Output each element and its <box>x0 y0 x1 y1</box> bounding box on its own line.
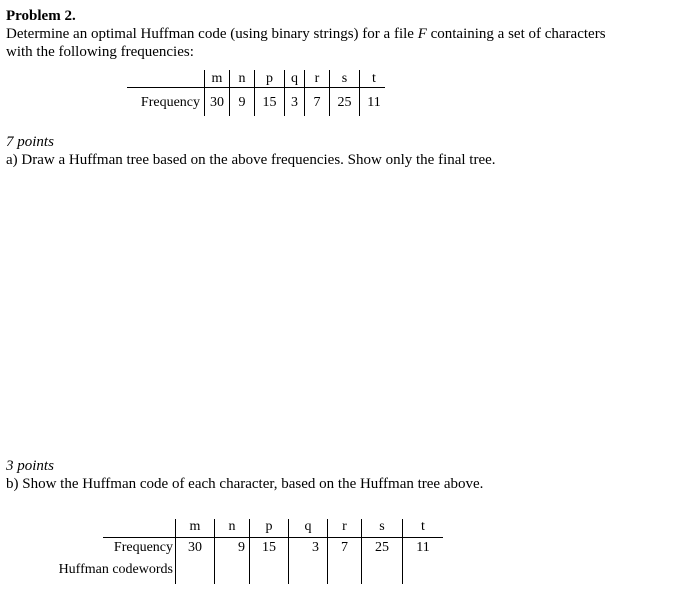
table1-char-n: n <box>238 71 246 86</box>
intro-line-2: with the following frequencies: <box>6 44 194 60</box>
variable-f: F <box>417 26 427 42</box>
table1-freq-m: 30 <box>210 95 224 110</box>
table2-char-m: m <box>189 519 201 534</box>
intro-text: Determine an optimal Huffman code (using binary strings) for a file F containing a set of characters <box>6 26 606 42</box>
table2-freq-r: 7 <box>341 540 348 555</box>
table2-freq-q: 3 <box>312 540 319 555</box>
table1-freq-r: 7 <box>313 95 321 110</box>
table2-char-r: r <box>342 519 347 534</box>
table2-char-t: t <box>421 519 425 534</box>
intro-line-1 <box>6 25 606 43</box>
part-a-points: 7 points <box>6 134 54 150</box>
table2-codewords-label: Huffman codewords <box>58 562 173 577</box>
table1-char-r: r <box>314 71 320 86</box>
part-a-question: a) Draw a Huffman tree based on the above frequencies. Show only the final tree. <box>6 152 496 168</box>
table2-frequency-label: Frequency <box>113 540 173 555</box>
table2-freq-s: 25 <box>375 540 389 555</box>
table2-freq-t: 11 <box>416 540 430 555</box>
table2-freq-m: 30 <box>188 540 202 555</box>
table1-frequency-label: Frequency <box>140 95 200 110</box>
table1-freq-t: 11 <box>367 95 381 110</box>
table2-char-n: n <box>228 519 236 534</box>
table2-char-p: p <box>265 519 273 534</box>
table1-char-s: s <box>341 71 348 86</box>
table2-freq-p: 15 <box>262 540 276 555</box>
table1-freq-q: 3 <box>291 95 298 110</box>
table2-row-divider <box>103 537 443 538</box>
table2-char-s: s <box>379 519 385 534</box>
table1-char-t: t <box>372 71 376 86</box>
table1-freq-p: 15 <box>262 95 277 110</box>
table1-char-q: q <box>291 71 298 86</box>
table1-freq-s: 25 <box>337 95 352 110</box>
table1-char-m: m <box>211 71 223 86</box>
table1-freq-n: 9 <box>238 95 246 110</box>
table2-freq-n: 9 <box>238 540 245 555</box>
part-b-question: b) Show the Huffman code of each character, based on the Huffman tree above. <box>6 476 484 492</box>
problem-title: Problem 2. <box>6 8 76 24</box>
table1-row-divider <box>127 87 385 88</box>
table2-char-q: q <box>304 519 312 534</box>
part-b-points: 3 points <box>6 458 54 474</box>
table1-char-p: p <box>266 71 273 86</box>
